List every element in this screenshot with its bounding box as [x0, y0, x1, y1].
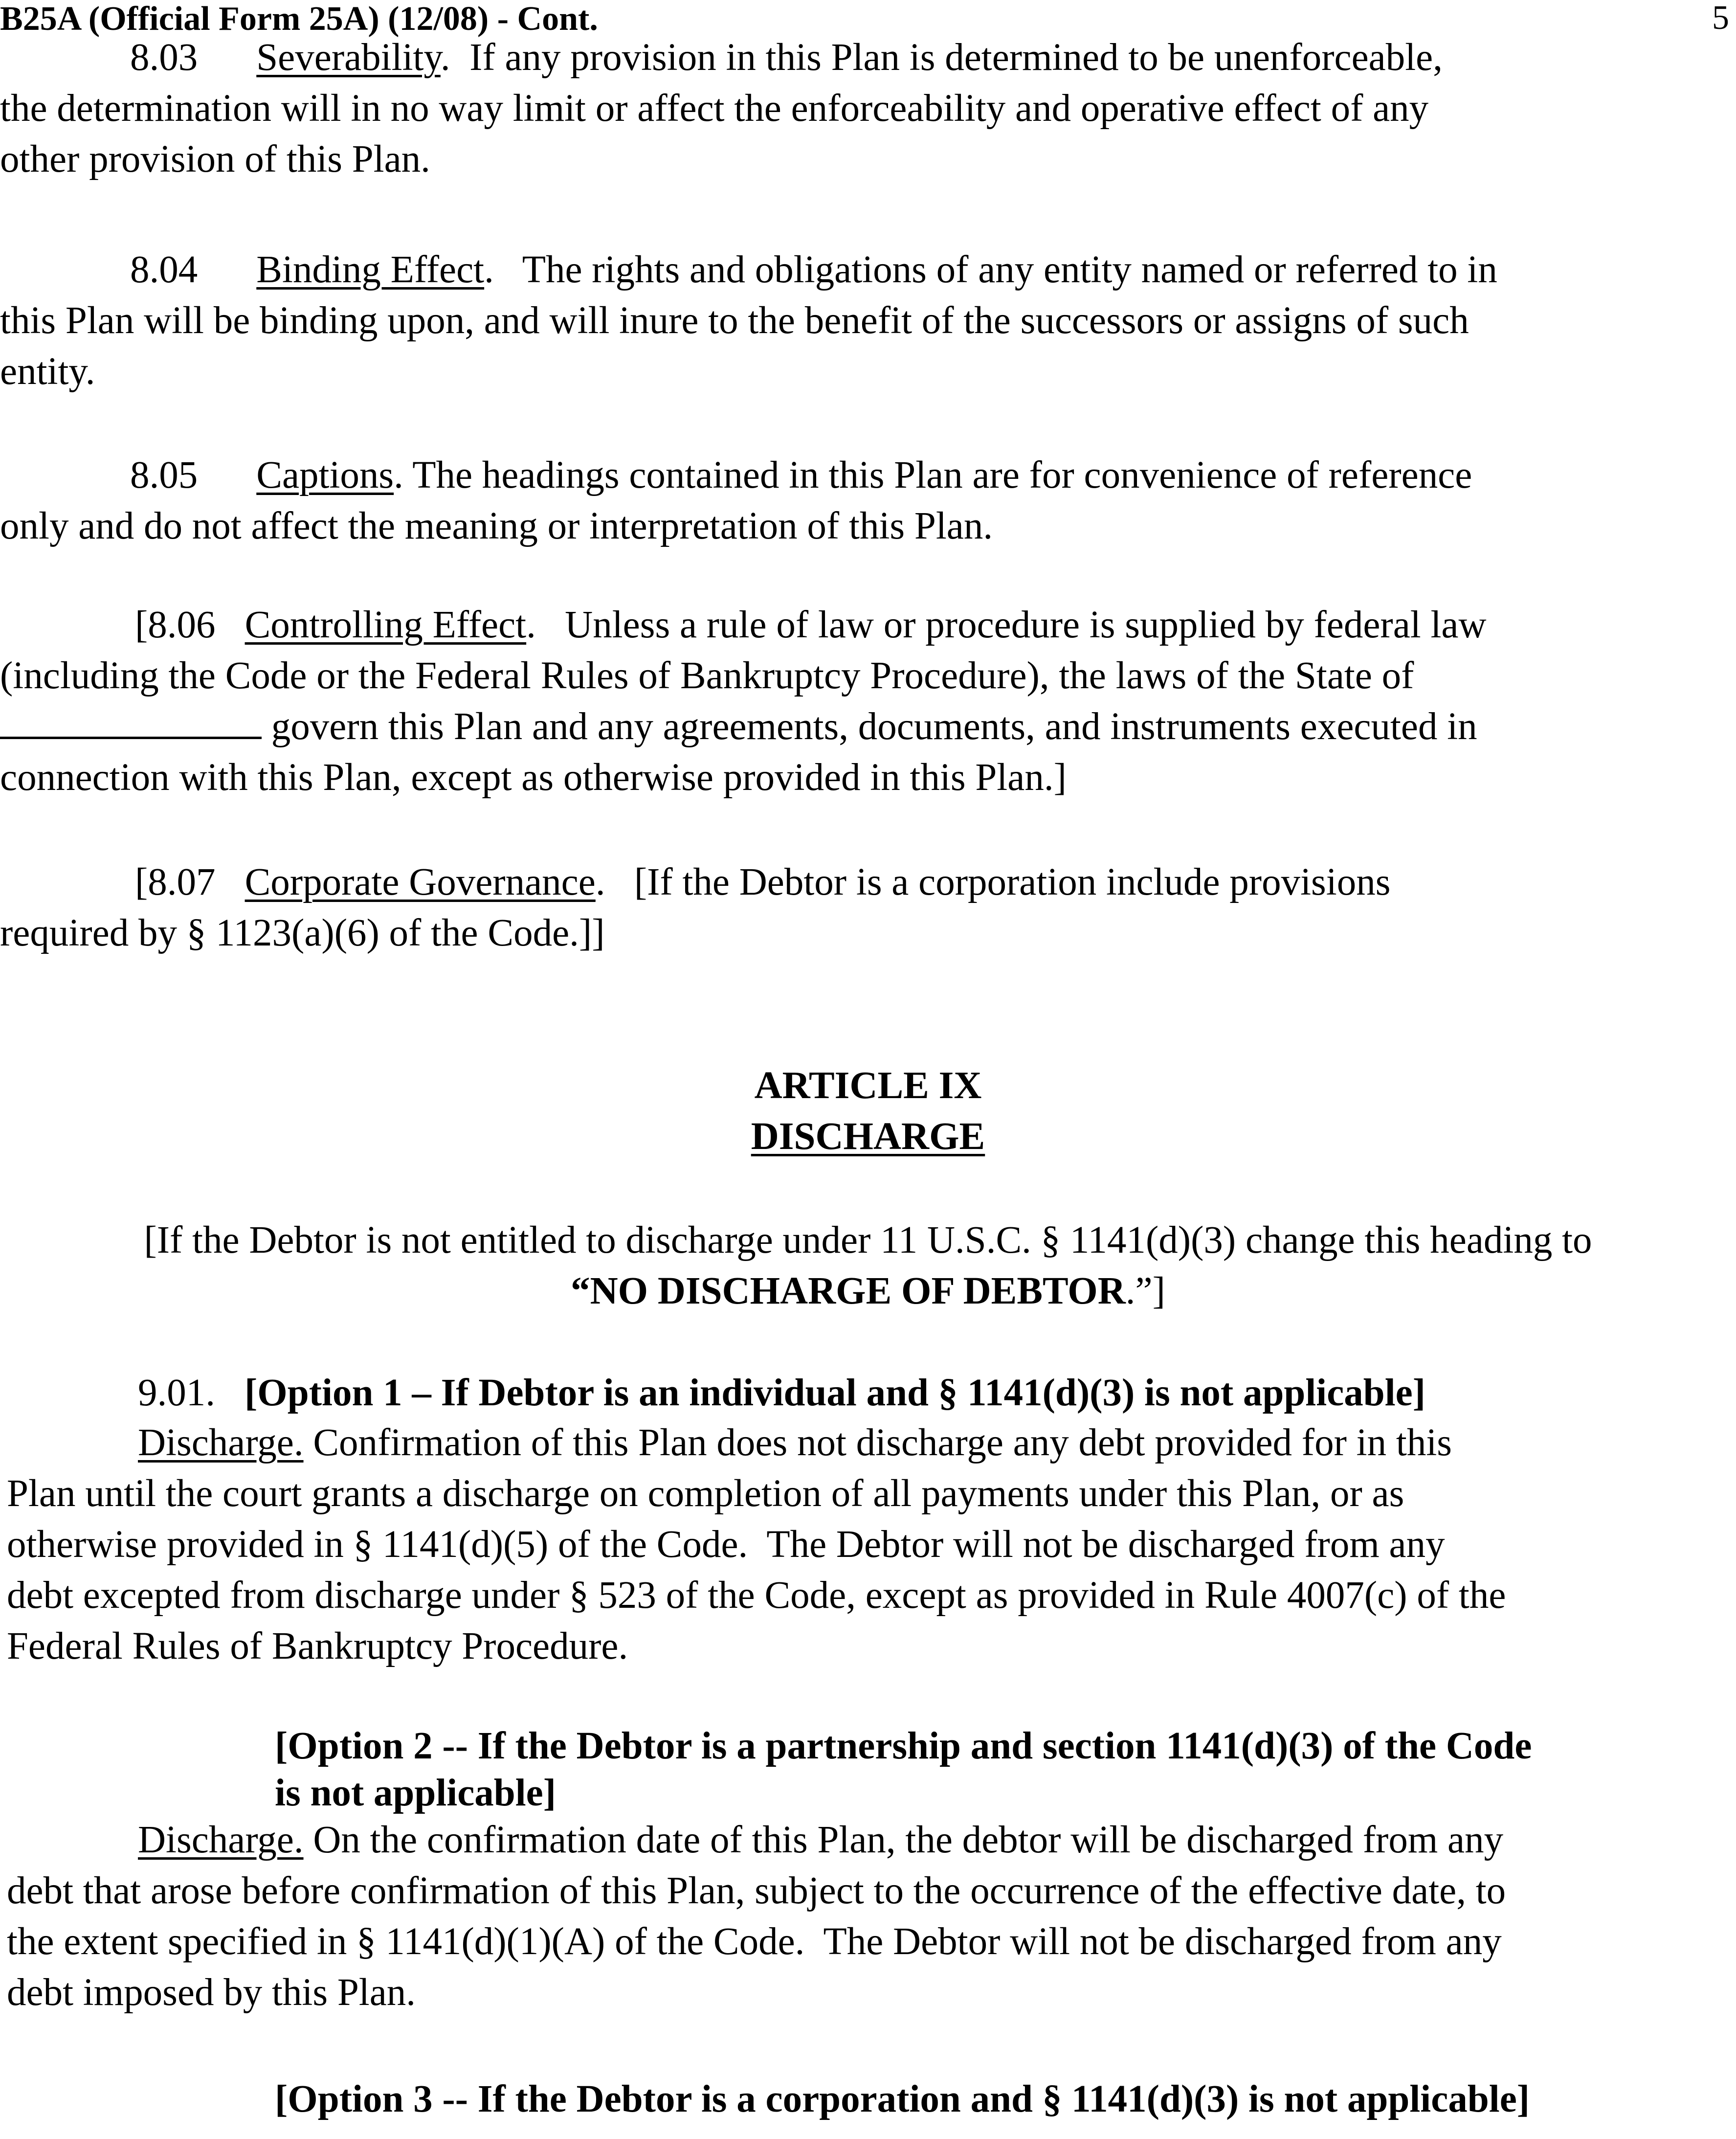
- section-title: Controlling Effect: [245, 604, 527, 646]
- option-2-line-4: debt imposed by this Plan.: [7, 1971, 416, 2014]
- section-text: . The headings contained in this Plan are for convenience of reference: [394, 454, 1472, 496]
- section-title: Severability: [256, 36, 441, 79]
- section-title: Captions: [256, 454, 394, 496]
- page-number: 5: [1712, 0, 1729, 37]
- option-3-heading: [Option 3 -- If the Debtor is a corporation and § 1141(d)(3) is not applicable]: [275, 2078, 1530, 2120]
- section-8-07-line-2: required by § 1123(a)(6) of the Code.]]: [0, 912, 605, 954]
- section-text: Confirmation of this Plan does not discharge any debt provided for in this: [303, 1421, 1452, 1464]
- discharge-title: Discharge.: [138, 1421, 304, 1464]
- section-9-01-line-5: Federal Rules of Bankruptcy Procedure.: [7, 1625, 628, 1667]
- section-title: Corporate Governance: [245, 861, 596, 903]
- article-subheading: DISCHARGE: [751, 1115, 985, 1158]
- section-text: govern this Plan and any agreements, documents, and instruments executed in: [262, 705, 1477, 748]
- section-number: 9.01.: [138, 1372, 215, 1414]
- section-text: . [If the Debtor is a corporation include provisions: [595, 861, 1391, 903]
- article-note-line-2: [0, 1266, 1736, 1317]
- option-2-heading-line-2: is not applicable]: [275, 1772, 556, 1814]
- section-8-06-line-2: (including the Code or the Federal Rules of Bankruptcy Procedure), the laws of the State of: [0, 654, 1414, 697]
- section-8-04-line-3: entity.: [0, 350, 95, 393]
- option-2-line-1: [138, 1815, 1503, 1866]
- section-number: [8.06: [135, 604, 216, 646]
- section-text: . If any provision in this Plan is determined to be unenforceable,: [440, 36, 1443, 79]
- section-8-03-line-3: other provision of this Plan.: [0, 138, 430, 180]
- article-subheading-wrap: [0, 1111, 1736, 1162]
- section-text: . Unless a rule of law or procedure is supplied by federal law: [526, 604, 1487, 646]
- section-8-06-line-3: [0, 701, 1477, 752]
- article-heading: ARTICLE IX: [754, 1064, 982, 1107]
- section-8-05-line-1: [130, 450, 1472, 501]
- section-9-01-line-3: otherwise provided in § 1141(d)(5) of the Code. The Debtor will not be discharged from any: [7, 1523, 1445, 1566]
- option-2-line-2: debt that arose before confirmation of this Plan, subject to the occurrence of the effective date, to: [7, 1869, 1506, 1912]
- section-number: [8.07: [135, 861, 216, 903]
- option-2-heading-line-1: [Option 2 -- If the Debtor is a partnership and section 1141(d)(3) of the Code: [275, 1725, 1532, 1767]
- section-8-06-line-1: [135, 600, 1487, 651]
- form-title: B25A (Official Form 25A) (12/08) - Cont.: [0, 0, 598, 38]
- section-title: Binding Effect: [256, 248, 485, 291]
- section-8-03-line-1: [130, 32, 1443, 83]
- section-8-04-line-2: this Plan will be binding upon, and will inure to the benefit of the successors or assigns of such: [0, 299, 1469, 342]
- note-tail: .”]: [1125, 1270, 1165, 1312]
- section-9-01-line-4: debt excepted from discharge under § 523 of the Code, except as provided in Rule 4007(c) of the: [7, 1574, 1506, 1617]
- section-9-01-heading: [138, 1368, 1425, 1418]
- option-2-line-3: the extent specified in § 1141(d)(1)(A) of the Code. The Debtor will not be discharged from any: [7, 1920, 1502, 1963]
- section-text: . The rights and obligations of any entity named or referred to in: [484, 248, 1497, 291]
- section-8-06-line-4: connection with this Plan, except as otherwise provided in this Plan.]: [0, 756, 1067, 799]
- discharge-title: Discharge.: [138, 1819, 304, 1861]
- section-number: 8.04: [130, 248, 198, 291]
- section-8-05-line-2: only and do not affect the meaning or interpretation of this Plan.: [0, 505, 993, 547]
- section-number: 8.05: [130, 454, 198, 496]
- state-blank-field[interactable]: [0, 707, 262, 739]
- section-8-04-line-1: [130, 245, 1497, 295]
- no-discharge-text: “NO DISCHARGE OF DEBTOR: [571, 1270, 1126, 1312]
- section-9-01-line-1: [138, 1418, 1452, 1468]
- option-1-heading: [Option 1 – If Debtor is an individual and § 1141(d)(3) is not applicable]: [245, 1372, 1426, 1414]
- section-8-07-line-1: [135, 857, 1390, 908]
- section-9-01-line-2: Plan until the court grants a discharge on completion of all payments under this Plan, or as: [7, 1472, 1404, 1515]
- section-text: On the confirmation date of this Plan, the debtor will be discharged from any: [303, 1819, 1504, 1861]
- section-number: 8.03: [130, 36, 198, 79]
- section-8-03-line-2: the determination will in no way limit or affect the enforceability and operative effect of any: [0, 87, 1429, 130]
- article-note-line-1: [If the Debtor is not entitled to discharge under 11 U.S.C. § 1141(d)(3) change this heading to: [144, 1219, 1592, 1261]
